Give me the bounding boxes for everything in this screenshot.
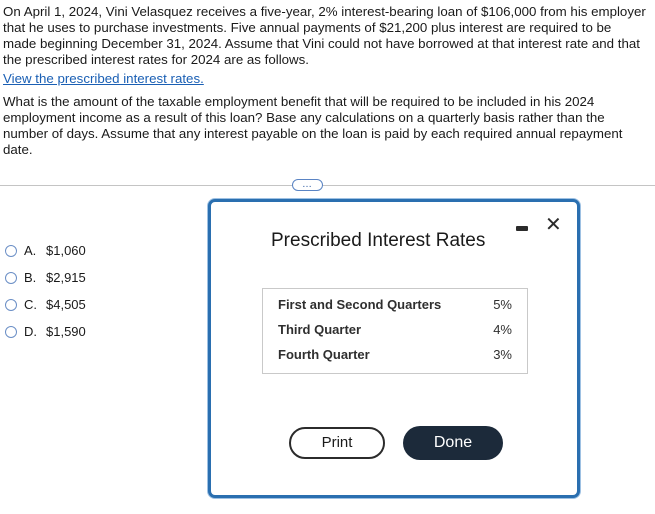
option-value: $1,060 (46, 243, 86, 258)
option-value: $1,590 (46, 324, 86, 339)
print-button[interactable]: Print (289, 427, 385, 459)
option-letter: B. (24, 270, 37, 285)
option-value: $4,505 (46, 297, 86, 312)
table-row (263, 347, 527, 372)
radio-button[interactable] (5, 326, 17, 338)
rate-value: 5% (493, 297, 512, 312)
rate-value: 4% (493, 322, 512, 337)
answer-options (5, 237, 86, 345)
radio-button[interactable] (5, 245, 17, 257)
option-letter: A. (24, 243, 37, 258)
view-interest-rates-link[interactable]: View the prescribed interest rates. (3, 71, 204, 86)
option-b[interactable] (5, 264, 86, 291)
table-row (263, 297, 527, 322)
question-text: On April 1, 2024, Vini Velasquez receives a five-year, 2% interest-bearing loan of $106,000 from his employer that he uses to purchase investments. Five annual payments of $21,200 plus interest are required to be made beginning December 31, 2024. Assume that Vini could not have borrowed at that interest rate and that the prescribed interest rates for 2024 are as follows. (3, 4, 646, 67)
dialog-title: Prescribed Interest Rates (271, 230, 486, 251)
radio-button[interactable] (5, 299, 17, 311)
table-row (263, 322, 527, 347)
option-a[interactable] (5, 237, 86, 264)
done-button[interactable]: Done (403, 426, 503, 460)
interest-rates-dialog (208, 199, 580, 498)
radio-button[interactable] (5, 272, 17, 284)
rates-table (262, 288, 528, 374)
option-letter: C. (24, 297, 37, 312)
divider (0, 185, 655, 186)
question-prompt: What is the amount of the taxable employment benefit that will be required to be included in his 2024 employment income as a result of this loan? Base any calculations on a quarterly basis rather than the number of days. Assume that any interest payable on the loan is paid by each required annual repayment date. (3, 94, 623, 157)
option-d[interactable] (5, 318, 86, 345)
rate-label: First and Second Quarters (278, 297, 442, 312)
expand-button[interactable]: … (292, 179, 323, 191)
close-icon[interactable]: ✕ (545, 214, 562, 236)
option-c[interactable] (5, 291, 86, 318)
rate-label: Fourth Quarter (278, 347, 370, 362)
rate-value: 3% (493, 347, 512, 362)
option-value: $2,915 (46, 270, 86, 285)
option-letter: D. (24, 324, 37, 339)
minimize-icon[interactable] (516, 226, 528, 231)
rate-label: Third Quarter (278, 322, 362, 337)
